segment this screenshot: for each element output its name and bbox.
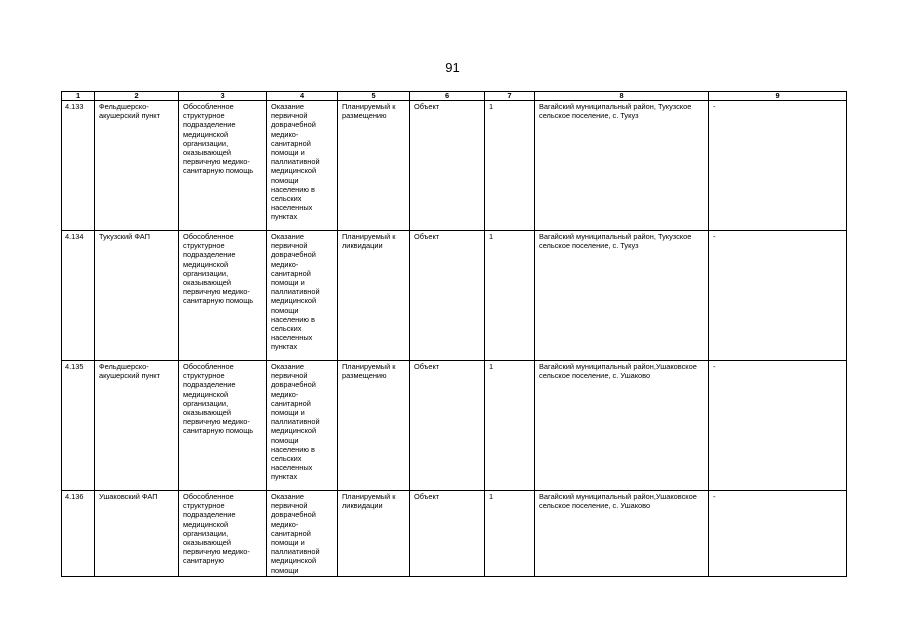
table-row	[62, 231, 847, 361]
cell-kind: Объект	[410, 491, 485, 577]
cell-location: Вагайский муниципальный район,Ушаковское сельское поселение, с. Ушаково	[535, 361, 709, 491]
cell-count: 1	[485, 491, 535, 577]
cell-name: Фельдшерско-акушерский пункт	[95, 361, 179, 491]
cell-code: 4.133	[62, 101, 95, 231]
column-header: 9	[709, 92, 847, 101]
cell-code: 4.134	[62, 231, 95, 361]
table-row	[62, 361, 847, 491]
column-header: 2	[95, 92, 179, 101]
cell-count: 1	[485, 101, 535, 231]
cell-code: 4.136	[62, 491, 95, 577]
cell-type: Обособленное структурное подразделение медицинской организации, оказывающей первичную медико-санитарную помощь	[179, 101, 267, 231]
column-header: 4	[267, 92, 338, 101]
cell-name: Фельдшерско-акушерский пункт	[95, 101, 179, 231]
cell-note: -	[709, 101, 847, 231]
cell-name: Ушаковский ФАП	[95, 491, 179, 577]
column-header: 5	[338, 92, 410, 101]
objects-table	[61, 91, 847, 577]
cell-location: Вагайский муниципальный район, Тукузское сельское поселение, с. Тукуз	[535, 231, 709, 361]
cell-kind: Объект	[410, 231, 485, 361]
cell-status: Планируемый к ликвидации	[338, 491, 410, 577]
page-number: 91	[445, 60, 460, 75]
column-header: 3	[179, 92, 267, 101]
cell-purpose: Оказание первичной доврачебной медико-санитарной помощи и паллиативной медицинской помощи населению в сельских населенных пунктах	[267, 231, 338, 361]
cell-kind: Объект	[410, 361, 485, 491]
column-header: 6	[410, 92, 485, 101]
cell-purpose: Оказание первичной доврачебной медико-санитарной помощи и паллиативной медицинской помощи населению в сельских населенных пунктах	[267, 361, 338, 491]
column-header: 7	[485, 92, 535, 101]
table-row	[62, 491, 847, 577]
cell-note: -	[709, 361, 847, 491]
cell-location: Вагайский муниципальный район,Ушаковское сельское поселение, с. Ушаково	[535, 491, 709, 577]
cell-name: Тукузский ФАП	[95, 231, 179, 361]
cell-count: 1	[485, 231, 535, 361]
cell-code: 4.135	[62, 361, 95, 491]
column-header: 8	[535, 92, 709, 101]
cell-type: Обособленное структурное подразделение медицинской организации, оказывающей первичную медико-санитарную	[179, 491, 267, 577]
cell-note: -	[709, 231, 847, 361]
cell-purpose: Оказание первичной доврачебной медико-санитарной помощи и паллиативной медицинской помощи населению в сельских населенных пунктах	[267, 101, 338, 231]
cell-status: Планируемый к размещению	[338, 101, 410, 231]
cell-type: Обособленное структурное подразделение медицинской организации, оказывающей первичную медико-санитарную помощь	[179, 361, 267, 491]
cell-count: 1	[485, 361, 535, 491]
cell-purpose: Оказание первичной доврачебной медико-санитарной помощи и паллиативной медицинской помощи	[267, 491, 338, 577]
cell-type: Обособленное структурное подразделение медицинской организации, оказывающей первичную медико-санитарную помощь	[179, 231, 267, 361]
column-header: 1	[62, 92, 95, 101]
cell-status: Планируемый к размещению	[338, 361, 410, 491]
cell-location: Вагайский муниципальный район, Тукузское сельское поселение, с. Тукуз	[535, 101, 709, 231]
cell-status: Планируемый к ликвидации	[338, 231, 410, 361]
cell-note: -	[709, 491, 847, 577]
table-header-row	[62, 92, 847, 101]
table-row	[62, 101, 847, 231]
cell-kind: Объект	[410, 101, 485, 231]
